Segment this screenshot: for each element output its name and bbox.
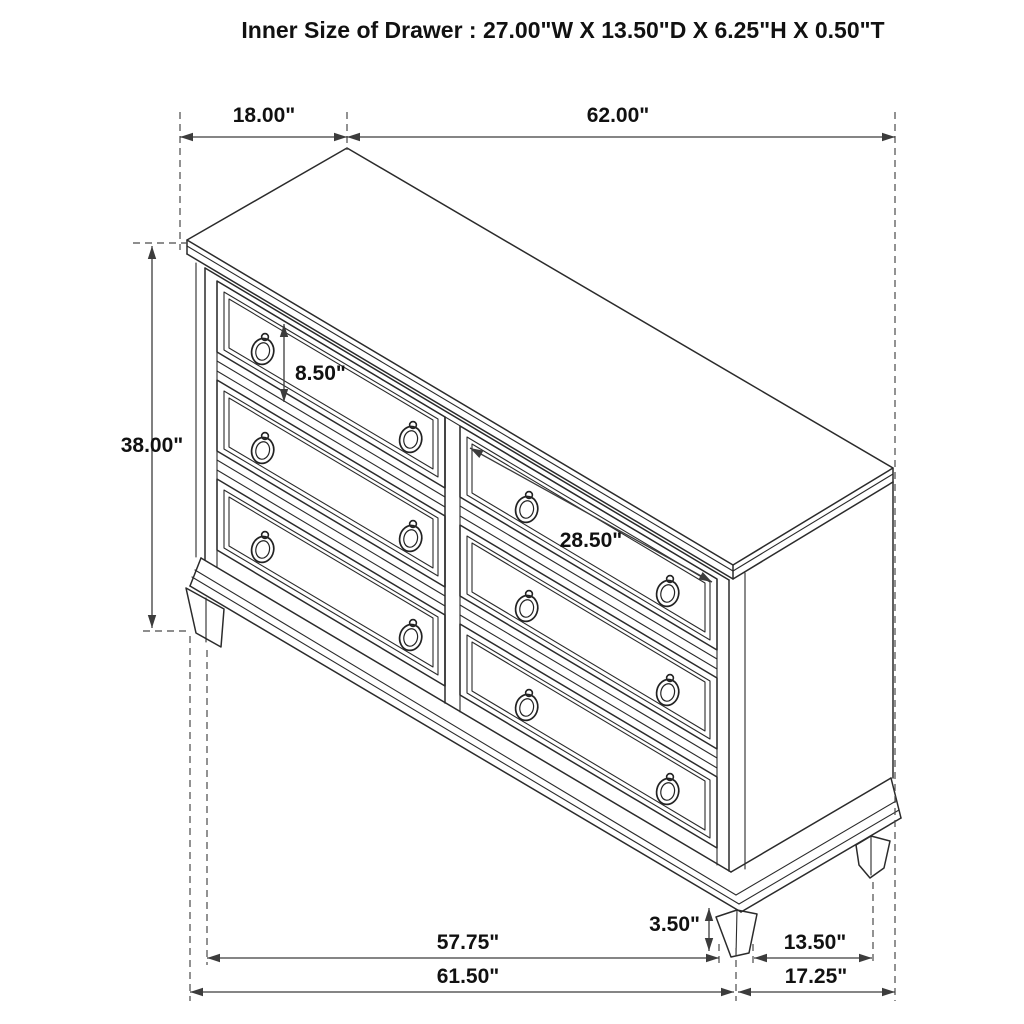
dim-label-side-feet-span: 13.50" [783,931,847,954]
dim-label-foot-height: 3.50" [649,913,700,936]
dimension-top-depth [180,104,347,137]
dim-label-top-width: 62.00" [586,104,650,127]
diagram-title: Inner Size of Drawer : 27.00"W X 13.50"D X 6.25"H X 0.50"T [241,17,885,43]
drawer-right-middle [460,525,717,749]
dim-label-drawer-width: 28.50" [559,529,623,552]
ring-pull-icon [249,433,276,466]
dresser-top [187,148,893,579]
dim-label-base-width: 61.50" [436,965,500,988]
drawer-left-bottom [217,479,445,686]
ring-pull-icon [249,532,276,565]
dim-label-overall-depth: 17.25" [784,965,848,988]
dim-label-top-depth: 18.00" [232,104,296,127]
dim-label-drawer-face-height: 8.50" [295,362,346,385]
drawer-left-middle [217,380,445,587]
dimension-side-feet-span [754,931,872,958]
dimension-overall-height [121,246,184,628]
ring-pull-icon [249,334,276,367]
dimension-top-width [347,104,895,137]
dimension-foot-height [649,908,709,951]
dim-label-overall-height: 38.00" [120,434,184,457]
dimension-front-feet-span [207,931,719,958]
dimension-drawer-face-height [284,324,346,402]
foot-front-left [186,588,224,647]
foot-rear-right [856,836,890,878]
dimension-overall-depth [738,965,895,992]
dimension-base-width [190,965,734,992]
drawer-rails-left [217,361,445,606]
dim-label-front-feet-span: 57.75" [436,931,500,954]
